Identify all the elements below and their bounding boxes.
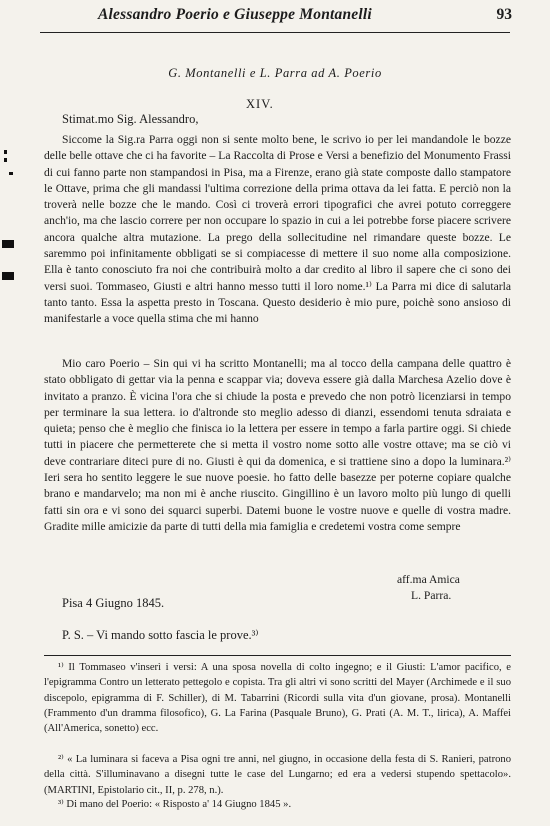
running-header <box>0 0 550 36</box>
letter-paragraph-2: Mio caro Poerio – Sin qui vi ha scritto Montanelli; ma al tocco della campana delle quattro è stato obbligato di gettar via la penna e scappar via; doveva essere già dalla Marchesa Azelio dove è invitato a pranzo. È vicina l'ora che si chiude la posta e prevedo che non potrò licenziarsi in tempo per terminare la sua lettera. io d'altronde sto meglio adesso di dianzi, essendomi tenuta sdraiata e quieta; penso che è meglio che finisca io la lettera per essere in tempo a farla partire oggi. Si chiede tutti in piacere che permetterete che si metta il vostro nome sotto alle vostre ottave; ma se ciò vi deve contrariare diteci pure di no. Giusti è qui da domenica, e si trattiene sino a dopo la luminara.²⁾ Ieri sera ho sentito leggere le sue nuove poesie. ho fatto delle basezze per poterne copiare qualche brano e mandarvelo; ma non mi è anche riuscito. Gingillino è un lavoro molto più lungo di quelli fatti sin ora e vi sono dei squarci superbi. Datemi buone le vostre nuove e quelle di vostra madre. Gradite mille amicizie da parte di tutti della mia famiglia e credetemi vostra come sempre <box>44 357 511 533</box>
closing-line: aff.ma Amica <box>397 573 460 586</box>
closing-signature <box>397 572 460 605</box>
footnote-1: ¹⁾ Il Tommaseo v'inserì i versi: A una sposa novella di colto ingegno; e il Giusti: L'amor pacifico, e l'epigramma Contro un letterato pettegolo e copista. Tra gli altri vi sono scritti del Mayer (Archimede e il suo discepolo, epigramma di F. Schiller), di M. Tabarrini (Ricordi sulla vita d'un giovane, prosa). Montanelli (Frammento d'un dramma filosofico), G. La Farina (Pasquale Bruno), G. Prati (A. M. T., lirica), A. Maffei (All'America, sonetto) ecc. <box>44 662 511 735</box>
running-title: Alessandro Poerio e Giuseppe Montanelli <box>98 6 372 23</box>
footnote-3: ³⁾ Di mano del Poerio: « Risposto a' 14 Giugno 1845 ». <box>58 799 292 810</box>
margin-mark <box>9 172 13 175</box>
letter-heading: G. Montanelli e L. Parra ad A. Poerio <box>168 66 382 80</box>
letter-paragraph-1: Siccome la Sig.ra Parra oggi non si sente molto bene, le scrivo io per lei mandandole le bozze delle belle ottave che ci ha favorite – La Raccolta di Prose e Versi a benefizio del Monumento Frassi di cui fanno parte non stampandosi in Pisa, ma a Firenze, erano già state composte dallo stampatore le Ottave, prima che gli mandassi l'ultima correzione della prima ottava da lei fatta. E perciò non la troverà nelle bozze che le mando. Così ci troverà errori tipografici che avrei potuto correggere anch'io, ma che lascio correre per non occupare lo spazio in cui a lei potrebbe forse piacere scrivere ancora qualche altra mutazione. La prego della sollecitudine nel rimandare queste bozze. Le saremmo poi infinitamente obbligati se si compiacesse di mettere il suo nome alla composizione. Ella è tanto conosciuto fra noi che contribuirà molto a dar credito al libro il sapere che ci sono dei versi suoi. Tommaseo, Giusti e altri hanno messo tutti il loro nome.¹⁾ La Parra mi dice di salutarla tanto tanto. Essa la aspetta presto in Toscana. Questo desiderio è mio pure, poichè sono ansioso di manifestarle a voce quella stima che mi hanno <box>44 133 511 326</box>
footnote-rule <box>44 655 511 656</box>
margin-mark <box>4 158 7 162</box>
margin-mark <box>2 272 14 280</box>
postscript: P. S. – Vi mando sotto fascia le prove.³⁾ <box>62 628 259 642</box>
signature: L. Parra. <box>411 589 452 603</box>
margin-mark <box>4 150 7 154</box>
footnote-2: ²⁾ « La luminara si faceva a Pisa ogni tre anni, nel giugno, in occasione della festa di S. Ranieri, patrono della città. S'illuminavano a disegni tutte le case del Lungarno; ed era a vedersi stupendo spettacolo». (MARTINI, Epistolario cit., II, p. 278, n.). <box>44 754 511 796</box>
page-number: 93 <box>496 6 512 23</box>
margin-mark <box>2 240 14 248</box>
dateline: Pisa 4 Giugno 1845. <box>62 596 165 610</box>
letter-number: XIV. <box>246 97 274 111</box>
salutation: Stimat.mo Sig. Alessandro, <box>62 112 199 126</box>
header-rule <box>40 32 510 33</box>
